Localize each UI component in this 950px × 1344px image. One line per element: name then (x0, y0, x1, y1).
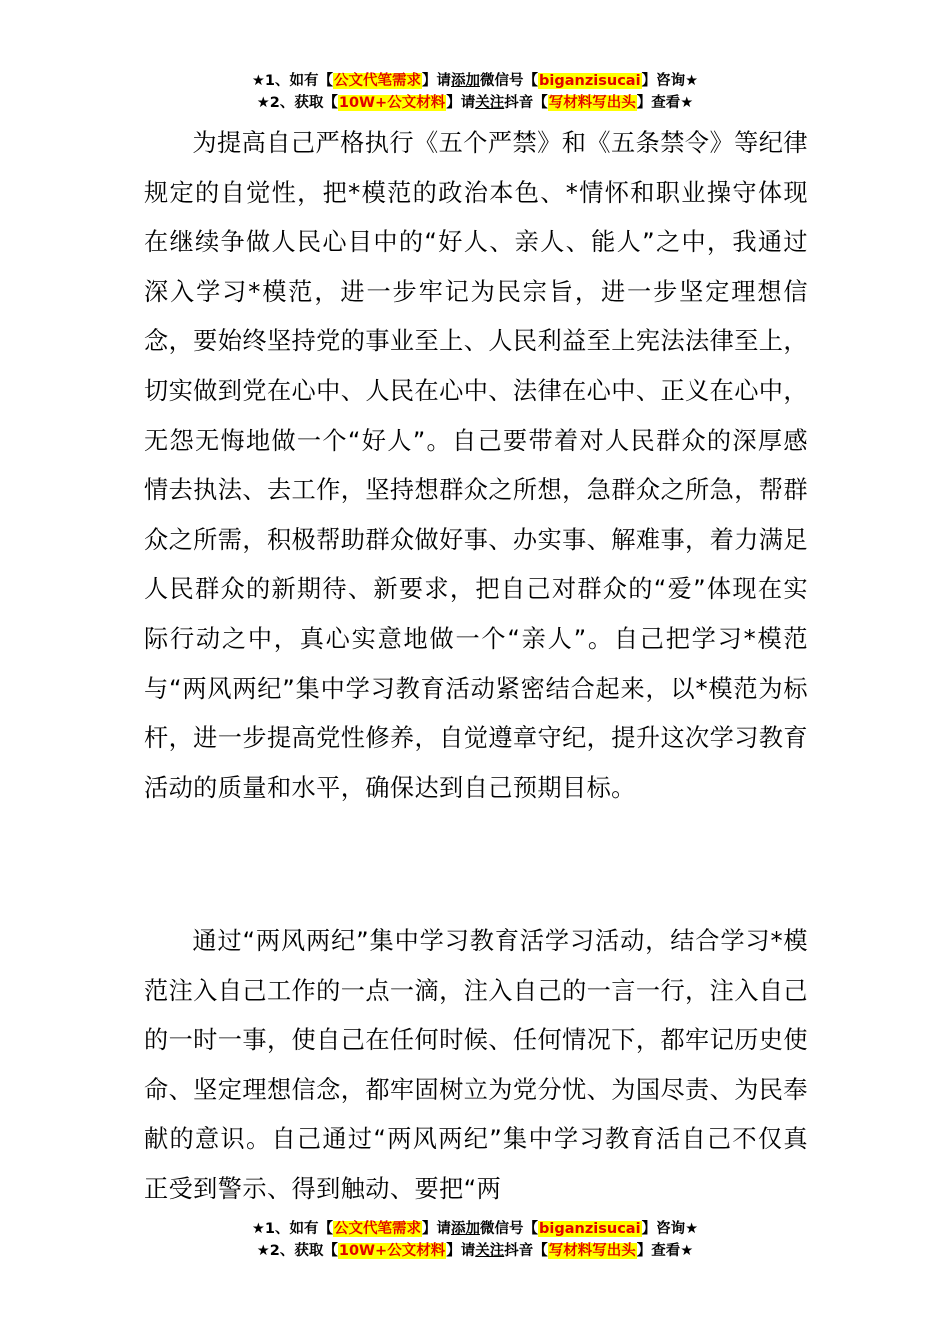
banner-text: 】请 (422, 1221, 452, 1237)
banner-text: 】咨询★ (641, 1221, 699, 1237)
highlight-wechat-id: biganzisucai (539, 73, 641, 89)
highlight-materials: 10W+公文材料 (338, 95, 446, 111)
banner-text: 】请 (422, 73, 452, 89)
banner-line-2 (0, 1240, 950, 1262)
banner-text: 抖音【 (504, 95, 548, 111)
highlight-douyin-account: 写材料写出头 (548, 95, 636, 111)
banner-text: 】查看★ (636, 1243, 694, 1259)
highlight-materials: 10W+公文材料 (338, 1243, 446, 1259)
body-paragraph-1: 为提高自己严格执行《五个严禁》和《五条禁令》等纪律规定的自觉性，把*模范的政治本色、*情怀和职业操守体现在继续争做人民心目中的“好人、亲人、能人”之中，我通过深入学习*模范，进一步牢记为民宗旨，进一步坚定理想信念，要始终坚持党的事业至上、人民利益至上宪法法律至上，切实做到党在心中、人民在心中、法律在心中、正义在心中，无怨无悔地做一个“好人”。自己要带着对人民群众的深厚感情去执法、去工作，坚持想群众之所想，急群众之所急，帮群众之所需，积极帮助群众做好事、办实事、解难事，着力满足人民群众的新期待、新要求，把自己对群众的“爱”体现在实际行动之中，真心实意地做一个“亲人”。自己把学习*模范与“两风两纪”集中学习教育活动紧密结合起来，以*模范为标杆，进一步提高党性修养，自觉遵章守纪，提升这次学习教育活动的质量和水平，确保达到自己预期目标。 (144, 129, 808, 802)
banner-text: 】请 (446, 95, 476, 111)
highlight-service: 公文代笔需求 (334, 1221, 422, 1237)
banner-text: 微信号【 (480, 73, 539, 89)
banner-text: 】请 (446, 1243, 476, 1259)
banner-text: ★2、获取【 (256, 1243, 338, 1259)
banner-text: 】咨询★ (641, 73, 699, 89)
highlight-douyin-account: 写材料写出头 (548, 1243, 636, 1259)
underlined-word: 关注 (475, 95, 505, 111)
body-paragraph-2: 通过“两风两纪”集中学习教育活学习活动，结合学习*模范注入自己工作的一点一滴，注入自己的一言一行，注入自己的一时一事，使自己在任何时候、任何情况下，都牢记历史使命、坚定理想信念，都牢固树立为党分忧、为国尽责、为民奉献的意识。自己通过“两风两纪”集中学习教育活自己不仅真正受到警示、得到触动、要把“两 (144, 927, 808, 1203)
banner-text: ★1、如有【 (251, 1221, 334, 1237)
underlined-word: 添加 (451, 73, 481, 89)
banner-text: ★2、获取【 (256, 95, 338, 111)
highlight-service: 公文代笔需求 (334, 73, 422, 89)
footer-banner (0, 1218, 950, 1262)
header-banner (0, 70, 950, 114)
banner-line-1 (0, 1218, 950, 1240)
highlight-wechat-id: biganzisucai (539, 1221, 641, 1237)
banner-line-2 (0, 92, 950, 114)
banner-line-1 (0, 70, 950, 92)
underlined-word: 关注 (475, 1243, 505, 1259)
banner-text: ★1、如有【 (251, 73, 334, 89)
underlined-word: 添加 (451, 1221, 481, 1237)
banner-text: 】查看★ (636, 95, 694, 111)
banner-text: 微信号【 (480, 1221, 539, 1237)
banner-text: 抖音【 (504, 1243, 548, 1259)
